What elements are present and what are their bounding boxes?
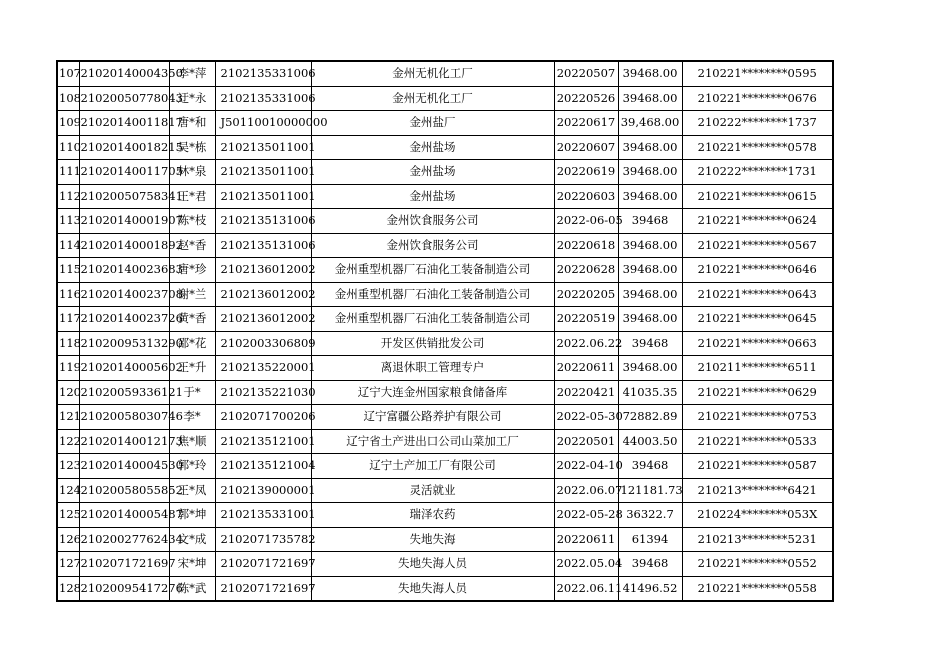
table-body [57, 61, 833, 601]
row-number-cell[interactable]: 116 [57, 282, 79, 307]
account-cell[interactable]: 21020027762434 [79, 527, 169, 552]
id-number-cell[interactable]: 210213********5231 [682, 527, 833, 552]
name-cell[interactable]: 郭*坤 [169, 503, 215, 528]
id-number-cell[interactable]: 210222********1737 [682, 111, 833, 136]
id-number-cell[interactable]: 210221********0663 [682, 331, 833, 356]
amount-cell[interactable]: 61394 [618, 527, 682, 552]
date-cell[interactable]: 20220628 [554, 258, 618, 283]
unit-name-cell[interactable]: 金州重型机器厂石油化工装备制造公司 [311, 258, 554, 283]
amount-cell[interactable]: 39468.00 [618, 307, 682, 332]
account-cell[interactable]: 21020050778043 [79, 86, 169, 111]
date-cell[interactable]: 2022-04-10 [554, 454, 618, 479]
table-row [57, 209, 833, 234]
unit-code-cell[interactable]: 2102135331001 [215, 503, 311, 528]
account-cell[interactable]: 21020140011817 [79, 111, 169, 136]
table-row [57, 380, 833, 405]
unit-name-cell[interactable]: 辽宁大连金州国家粮食储备库 [311, 380, 554, 405]
row-number-cell[interactable]: 114 [57, 233, 79, 258]
unit-name-cell[interactable]: 金州盐场 [311, 184, 554, 209]
unit-name-cell[interactable]: 瑞泽农药 [311, 503, 554, 528]
amount-cell[interactable]: 39468.00 [618, 135, 682, 160]
unit-name-cell[interactable]: 失地失海 [311, 527, 554, 552]
row-number-cell[interactable]: 110 [57, 135, 79, 160]
table-row [57, 258, 833, 283]
name-cell[interactable]: 陈*武 [169, 576, 215, 601]
date-cell[interactable]: 20220617 [554, 111, 618, 136]
unit-code-cell[interactable]: 2102071721697 [215, 576, 311, 601]
row-number-cell[interactable]: 118 [57, 331, 79, 356]
unit-code-cell[interactable]: 2102135331006 [215, 61, 311, 86]
unit-name-cell[interactable]: 金州无机化工厂 [311, 86, 554, 111]
table-row [57, 233, 833, 258]
unit-code-cell[interactable]: 2102136012002 [215, 282, 311, 307]
unit-name-cell[interactable]: 开发区供销批发公司 [311, 331, 554, 356]
name-cell[interactable]: 唐*珍 [169, 258, 215, 283]
unit-code-cell[interactable]: 2102135131006 [215, 209, 311, 234]
date-cell[interactable]: 20220421 [554, 380, 618, 405]
table-row [57, 111, 833, 136]
spreadsheet-table [56, 60, 834, 602]
row-number-cell[interactable]: 112 [57, 184, 79, 209]
amount-cell[interactable]: 39468.00 [618, 184, 682, 209]
row-number-cell[interactable]: 124 [57, 478, 79, 503]
date-cell[interactable]: 20220618 [554, 233, 618, 258]
name-cell[interactable]: 吴*栋 [169, 135, 215, 160]
amount-cell[interactable]: 39468.00 [618, 86, 682, 111]
name-cell[interactable]: 黄*香 [169, 307, 215, 332]
amount-cell[interactable]: 72882.89 [618, 405, 682, 430]
name-cell[interactable]: 唐*和 [169, 111, 215, 136]
row-number-cell[interactable]: 119 [57, 356, 79, 381]
id-number-cell[interactable]: 210221********0645 [682, 307, 833, 332]
name-cell[interactable]: 邵*花 [169, 331, 215, 356]
account-cell[interactable]: 21020140004350 [79, 61, 169, 86]
date-cell[interactable]: 20220611 [554, 356, 618, 381]
table-row [57, 135, 833, 160]
unit-code-cell[interactable]: J50110010000000 [215, 111, 311, 136]
id-number-cell[interactable]: 210221********0615 [682, 184, 833, 209]
amount-cell[interactable]: 41496.52 [618, 576, 682, 601]
row-number-cell[interactable]: 109 [57, 111, 79, 136]
date-cell[interactable]: 20220205 [554, 282, 618, 307]
amount-cell[interactable]: 39468.00 [618, 233, 682, 258]
row-number-cell[interactable]: 121 [57, 405, 79, 430]
id-number-cell[interactable]: 210222********1731 [682, 160, 833, 185]
account-cell[interactable]: 21020095313290 [79, 331, 169, 356]
name-cell[interactable]: 于* [169, 380, 215, 405]
name-cell[interactable]: 谢*兰 [169, 282, 215, 307]
amount-cell[interactable]: 39468.00 [618, 160, 682, 185]
id-number-cell[interactable]: 210221********0567 [682, 233, 833, 258]
id-number-cell[interactable]: 210221********0587 [682, 454, 833, 479]
unit-code-cell[interactable]: 2102135331006 [215, 86, 311, 111]
amount-cell[interactable]: 39468 [618, 331, 682, 356]
amount-cell[interactable]: 36322.7 [618, 503, 682, 528]
name-cell[interactable]: 李* [169, 405, 215, 430]
name-cell[interactable]: 郭*玲 [169, 454, 215, 479]
table-row [57, 552, 833, 577]
id-number-cell[interactable]: 210221********0533 [682, 429, 833, 454]
account-cell[interactable]: 21020140011705 [79, 160, 169, 185]
date-cell[interactable]: 2022-05-28 [554, 503, 618, 528]
row-number-cell[interactable]: 125 [57, 503, 79, 528]
table-row [57, 86, 833, 111]
table-row [57, 527, 833, 552]
name-cell[interactable]: 赵*香 [169, 233, 215, 258]
name-cell[interactable]: 焦*顺 [169, 429, 215, 454]
date-cell[interactable]: 20220519 [554, 307, 618, 332]
unit-name-cell[interactable]: 金州重型机器厂石油化工装备制造公司 [311, 282, 554, 307]
table-row [57, 282, 833, 307]
table-row [57, 429, 833, 454]
name-cell[interactable]: 迂*永 [169, 86, 215, 111]
unit-name-cell[interactable]: 离退休职工管理专户 [311, 356, 554, 381]
account-cell[interactable]: 21020058030746 [79, 405, 169, 430]
table-row [57, 160, 833, 185]
account-cell[interactable]: 21020140023708 [79, 282, 169, 307]
account-cell[interactable]: 21020140023726 [79, 307, 169, 332]
id-number-cell[interactable]: 210221********0643 [682, 282, 833, 307]
amount-cell[interactable]: 39468.00 [618, 282, 682, 307]
date-cell[interactable]: 20220526 [554, 86, 618, 111]
unit-code-cell[interactable]: 2102135221030 [215, 380, 311, 405]
date-cell[interactable]: 20220607 [554, 135, 618, 160]
table-row [57, 478, 833, 503]
account-cell[interactable]: 21020140001892 [79, 233, 169, 258]
row-number-cell[interactable]: 111 [57, 160, 79, 185]
date-cell[interactable]: 2022.05.04 [554, 552, 618, 577]
account-cell[interactable]: 21020140004530 [79, 454, 169, 479]
name-cell[interactable]: 李*萍 [169, 61, 215, 86]
unit-name-cell[interactable]: 金州饮食服务公司 [311, 209, 554, 234]
account-cell[interactable]: 21020140001907 [79, 209, 169, 234]
name-cell[interactable]: 林*泉 [169, 160, 215, 185]
table-row [57, 184, 833, 209]
table-row [57, 454, 833, 479]
date-cell[interactable]: 20220619 [554, 160, 618, 185]
unit-code-cell[interactable]: 2102135131006 [215, 233, 311, 258]
date-cell[interactable]: 20220603 [554, 184, 618, 209]
unit-name-cell[interactable]: 辽宁省土产进出口公司山菜加工厂 [311, 429, 554, 454]
amount-cell[interactable]: 39468.00 [618, 258, 682, 283]
name-cell[interactable]: 王*升 [169, 356, 215, 381]
unit-code-cell[interactable]: 2102071700206 [215, 405, 311, 430]
account-cell[interactable]: 21020140018215 [79, 135, 169, 160]
table-row [57, 503, 833, 528]
unit-code-cell[interactable]: 2102135121004 [215, 454, 311, 479]
account-cell[interactable]: 21020050758341 [79, 184, 169, 209]
unit-name-cell[interactable]: 辽宁富疆公路养护有限公司 [311, 405, 554, 430]
date-cell[interactable]: 20220501 [554, 429, 618, 454]
row-number-cell[interactable]: 108 [57, 86, 79, 111]
account-cell[interactable]: 21020140005487 [79, 503, 169, 528]
unit-name-cell[interactable]: 灵活就业 [311, 478, 554, 503]
amount-cell[interactable]: 39468 [618, 454, 682, 479]
row-number-cell[interactable]: 107 [57, 61, 79, 86]
id-number-cell[interactable]: 210221********0552 [682, 552, 833, 577]
unit-name-cell[interactable]: 金州重型机器厂石油化工装备制造公司 [311, 307, 554, 332]
unit-name-cell[interactable]: 金州饮食服务公司 [311, 233, 554, 258]
amount-cell[interactable]: 39468 [618, 209, 682, 234]
name-cell[interactable]: 陈*枝 [169, 209, 215, 234]
unit-code-cell[interactable]: 2102071721697 [215, 552, 311, 577]
id-number-cell[interactable]: 210213********6421 [682, 478, 833, 503]
amount-cell[interactable]: 121181.73 [618, 478, 682, 503]
unit-code-cell[interactable]: 2102135011001 [215, 184, 311, 209]
table-row [57, 576, 833, 601]
amount-cell[interactable]: 41035.35 [618, 380, 682, 405]
amount-cell[interactable]: 44003.50 [618, 429, 682, 454]
row-number-cell[interactable]: 122 [57, 429, 79, 454]
row-number-cell[interactable]: 128 [57, 576, 79, 601]
unit-code-cell[interactable]: 2102139000001 [215, 478, 311, 503]
unit-code-cell[interactable]: 2102136012002 [215, 258, 311, 283]
date-cell[interactable]: 2022.06.22 [554, 331, 618, 356]
amount-cell[interactable]: 39468.00 [618, 61, 682, 86]
date-cell[interactable]: 2022.06.11 [554, 576, 618, 601]
account-cell[interactable]: 21020140023683 [79, 258, 169, 283]
id-number-cell[interactable]: 210224********053X [682, 503, 833, 528]
row-number-cell[interactable]: 117 [57, 307, 79, 332]
id-number-cell[interactable]: 210221********0558 [682, 576, 833, 601]
amount-cell[interactable]: 39468 [618, 552, 682, 577]
unit-name-cell[interactable]: 失地失海人员 [311, 552, 554, 577]
amount-cell[interactable]: 39468.00 [618, 356, 682, 381]
date-cell[interactable]: 2022-06-05 [554, 209, 618, 234]
unit-code-cell[interactable]: 2102135220001 [215, 356, 311, 381]
unit-name-cell[interactable]: 失地失海人员 [311, 576, 554, 601]
name-cell[interactable]: 宋*坤 [169, 552, 215, 577]
table-row [57, 61, 833, 86]
unit-code-cell[interactable]: 2102135011001 [215, 160, 311, 185]
date-cell[interactable]: 2022-05-30 [554, 405, 618, 430]
unit-code-cell[interactable]: 2102071735782 [215, 527, 311, 552]
table-row [57, 405, 833, 430]
id-number-cell[interactable]: 210221********0676 [682, 86, 833, 111]
unit-code-cell[interactable]: 2102136012002 [215, 307, 311, 332]
id-number-cell[interactable]: 210221********0595 [682, 61, 833, 86]
unit-code-cell[interactable]: 2102135011001 [215, 135, 311, 160]
row-number-cell[interactable]: 120 [57, 380, 79, 405]
amount-cell[interactable]: 39,468.00 [618, 111, 682, 136]
id-number-cell[interactable]: 210211********6511 [682, 356, 833, 381]
unit-name-cell[interactable]: 金州盐厂 [311, 111, 554, 136]
id-number-cell[interactable]: 210221********0578 [682, 135, 833, 160]
row-number-cell[interactable]: 127 [57, 552, 79, 577]
row-number-cell[interactable]: 123 [57, 454, 79, 479]
name-cell[interactable]: 文*成 [169, 527, 215, 552]
row-number-cell[interactable]: 126 [57, 527, 79, 552]
account-cell[interactable]: 2102071721697 [79, 552, 169, 577]
unit-name-cell[interactable]: 辽宁土产加工厂有限公司 [311, 454, 554, 479]
id-number-cell[interactable]: 210221********0753 [682, 405, 833, 430]
name-cell[interactable]: 王*君 [169, 184, 215, 209]
account-cell[interactable]: 21020095417276 [79, 576, 169, 601]
table-row [57, 307, 833, 332]
unit-code-cell[interactable]: 2102135121001 [215, 429, 311, 454]
table-row [57, 331, 833, 356]
row-number-cell[interactable]: 115 [57, 258, 79, 283]
id-number-cell[interactable]: 210221********0629 [682, 380, 833, 405]
date-cell[interactable]: 20220507 [554, 61, 618, 86]
date-cell[interactable]: 20220611 [554, 527, 618, 552]
unit-code-cell[interactable]: 2102003306809 [215, 331, 311, 356]
unit-name-cell[interactable]: 金州无机化工厂 [311, 61, 554, 86]
account-cell[interactable]: 21020058055852 [79, 478, 169, 503]
table-row [57, 356, 833, 381]
id-number-cell[interactable]: 210221********0624 [682, 209, 833, 234]
account-cell[interactable]: 21020140012173 [79, 429, 169, 454]
name-cell[interactable]: 王*凤 [169, 478, 215, 503]
date-cell[interactable]: 2022.06.07 [554, 478, 618, 503]
unit-name-cell[interactable]: 金州盐场 [311, 135, 554, 160]
id-number-cell[interactable]: 210221********0646 [682, 258, 833, 283]
account-cell[interactable]: 21020140005602 [79, 356, 169, 381]
row-number-cell[interactable]: 113 [57, 209, 79, 234]
unit-name-cell[interactable]: 金州盐场 [311, 160, 554, 185]
account-cell[interactable]: 21020059336121 [79, 380, 169, 405]
